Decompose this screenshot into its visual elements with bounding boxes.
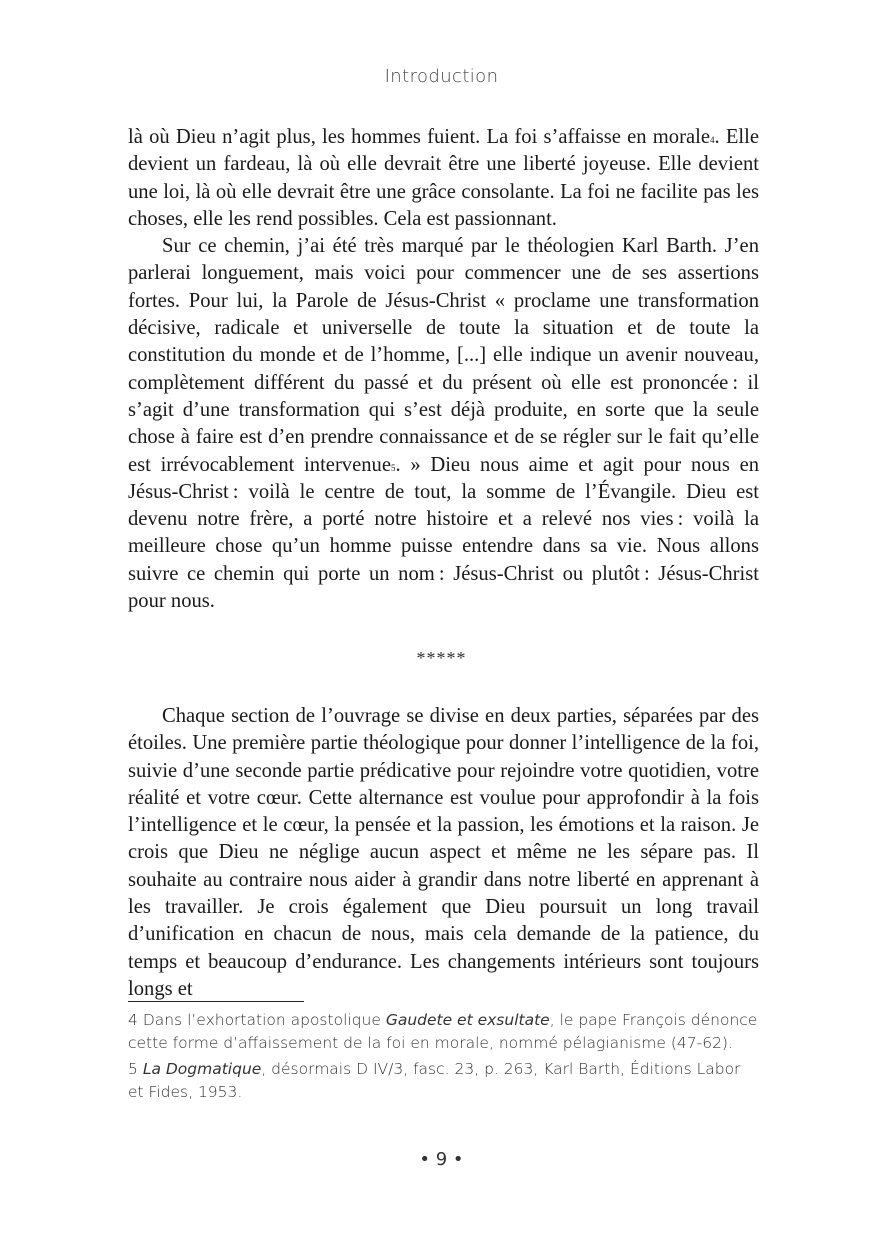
body-section-2 (128, 703, 759, 1003)
footnote-title: Gaudete et exsultate (385, 1011, 550, 1029)
footnote-ref-5: 5 (390, 462, 396, 473)
paragraph-1-text-cont: . Elle devient un fardeau, là où elle devrait être une liberté joyeuse. Elle devient une loi, là où elle devrait être une grâce consolante. La foi ne facilite pas les choses, elle les rend possibles. Cela est passionnant. (128, 126, 759, 230)
footnote-title: La Dogmatique (142, 1060, 262, 1078)
paragraph-3: Chaque section de l’ouvrage se divise en deux parties, séparées par des étoiles. Une première partie théologique pour donner l’intelligence de la foi, suivie d’une seconde partie prédicative pour rejoindre votre quotidien, votre réalité et votre cœur. Cette alternance est voulue pour approfondir à la fois l’intelligence et le cœur, la pensée et la passion, les émotions et la raison. Je crois que Dieu ne néglige aucun aspect et même ne les sépare pas. Il souhaite au contraire nous aider à grandir dans notre liberté en apprenant à les travailler. Je crois également que Dieu poursuit un long travail d’unification en chacun de nous, mais cela demande de la patience, du temps et beaucoup d’endurance. Les changements intérieurs sont toujours longs et (128, 705, 759, 1000)
footnote-text-cont: , le pape François dénonce cette forme d’affaissement de la foi en morale, nommé pélagianisme (47-62). (128, 1011, 758, 1052)
footnote-text: Dans l’exhortation apostolique (142, 1011, 386, 1029)
footnote-number: 4 (128, 1011, 138, 1029)
footnote-5 (128, 1058, 759, 1103)
page-number: • 9 • (419, 1149, 464, 1170)
body-section-1 (128, 124, 759, 615)
paragraph-2-text-cont: . » Dieu nous aime et agit pour nous en Jésus-Christ : voilà le centre de tout, la somme de l’Évangile. Dieu est devenu notre frère, a porté notre histoire et a relevé nos vies : voilà la meilleure chose qu’un homme puisse entendre dans sa vie. Nous allons suivre ce chemin qui porte un nom : Jésus-Christ ou plutôt : Jésus-Christ pour nous. (128, 453, 760, 613)
footnote-number: 5 (128, 1060, 138, 1078)
paragraph-1-text: là où Dieu n’agit plus, les hommes fuient. La foi s’affaisse en morale (128, 126, 710, 148)
footnote-text-cont: , désormais D IV/3, fasc. 23, p. 263, Karl Barth, Éditions Labor et Fides, 1953. (128, 1060, 741, 1101)
paragraph-2-text: Sur ce chemin, j’ai été très marqué par le théologien Karl Barth. J’en parlerai longuement, mais voici pour commencer une de ses assertions fortes. Pour lui, la Parole de Jésus-Christ « proclame une transformation décisive, radicale et universelle de toute la situation et de toute la constitution du monde et de l’homme, [...] elle indique un avenir nouveau, complètement différent du passé et du présent où elle est prononcée : il s’agit d’une transformation qui s’est déjà produite, en sorte que la seule chose à faire est d’en prendre connaissance et de se régler sur le fait qu’elle est irrévocablement intervenue (128, 235, 759, 476)
footnotes (128, 1009, 759, 1107)
paragraph-1 (128, 124, 759, 233)
footnote-4 (128, 1009, 759, 1054)
footnote-ref-4: 4 (709, 135, 715, 145)
paragraph-2 (128, 233, 759, 615)
section-separator: ***** (416, 648, 467, 668)
footnote-rule (128, 1001, 304, 1002)
running-title: Introduction (384, 66, 499, 87)
